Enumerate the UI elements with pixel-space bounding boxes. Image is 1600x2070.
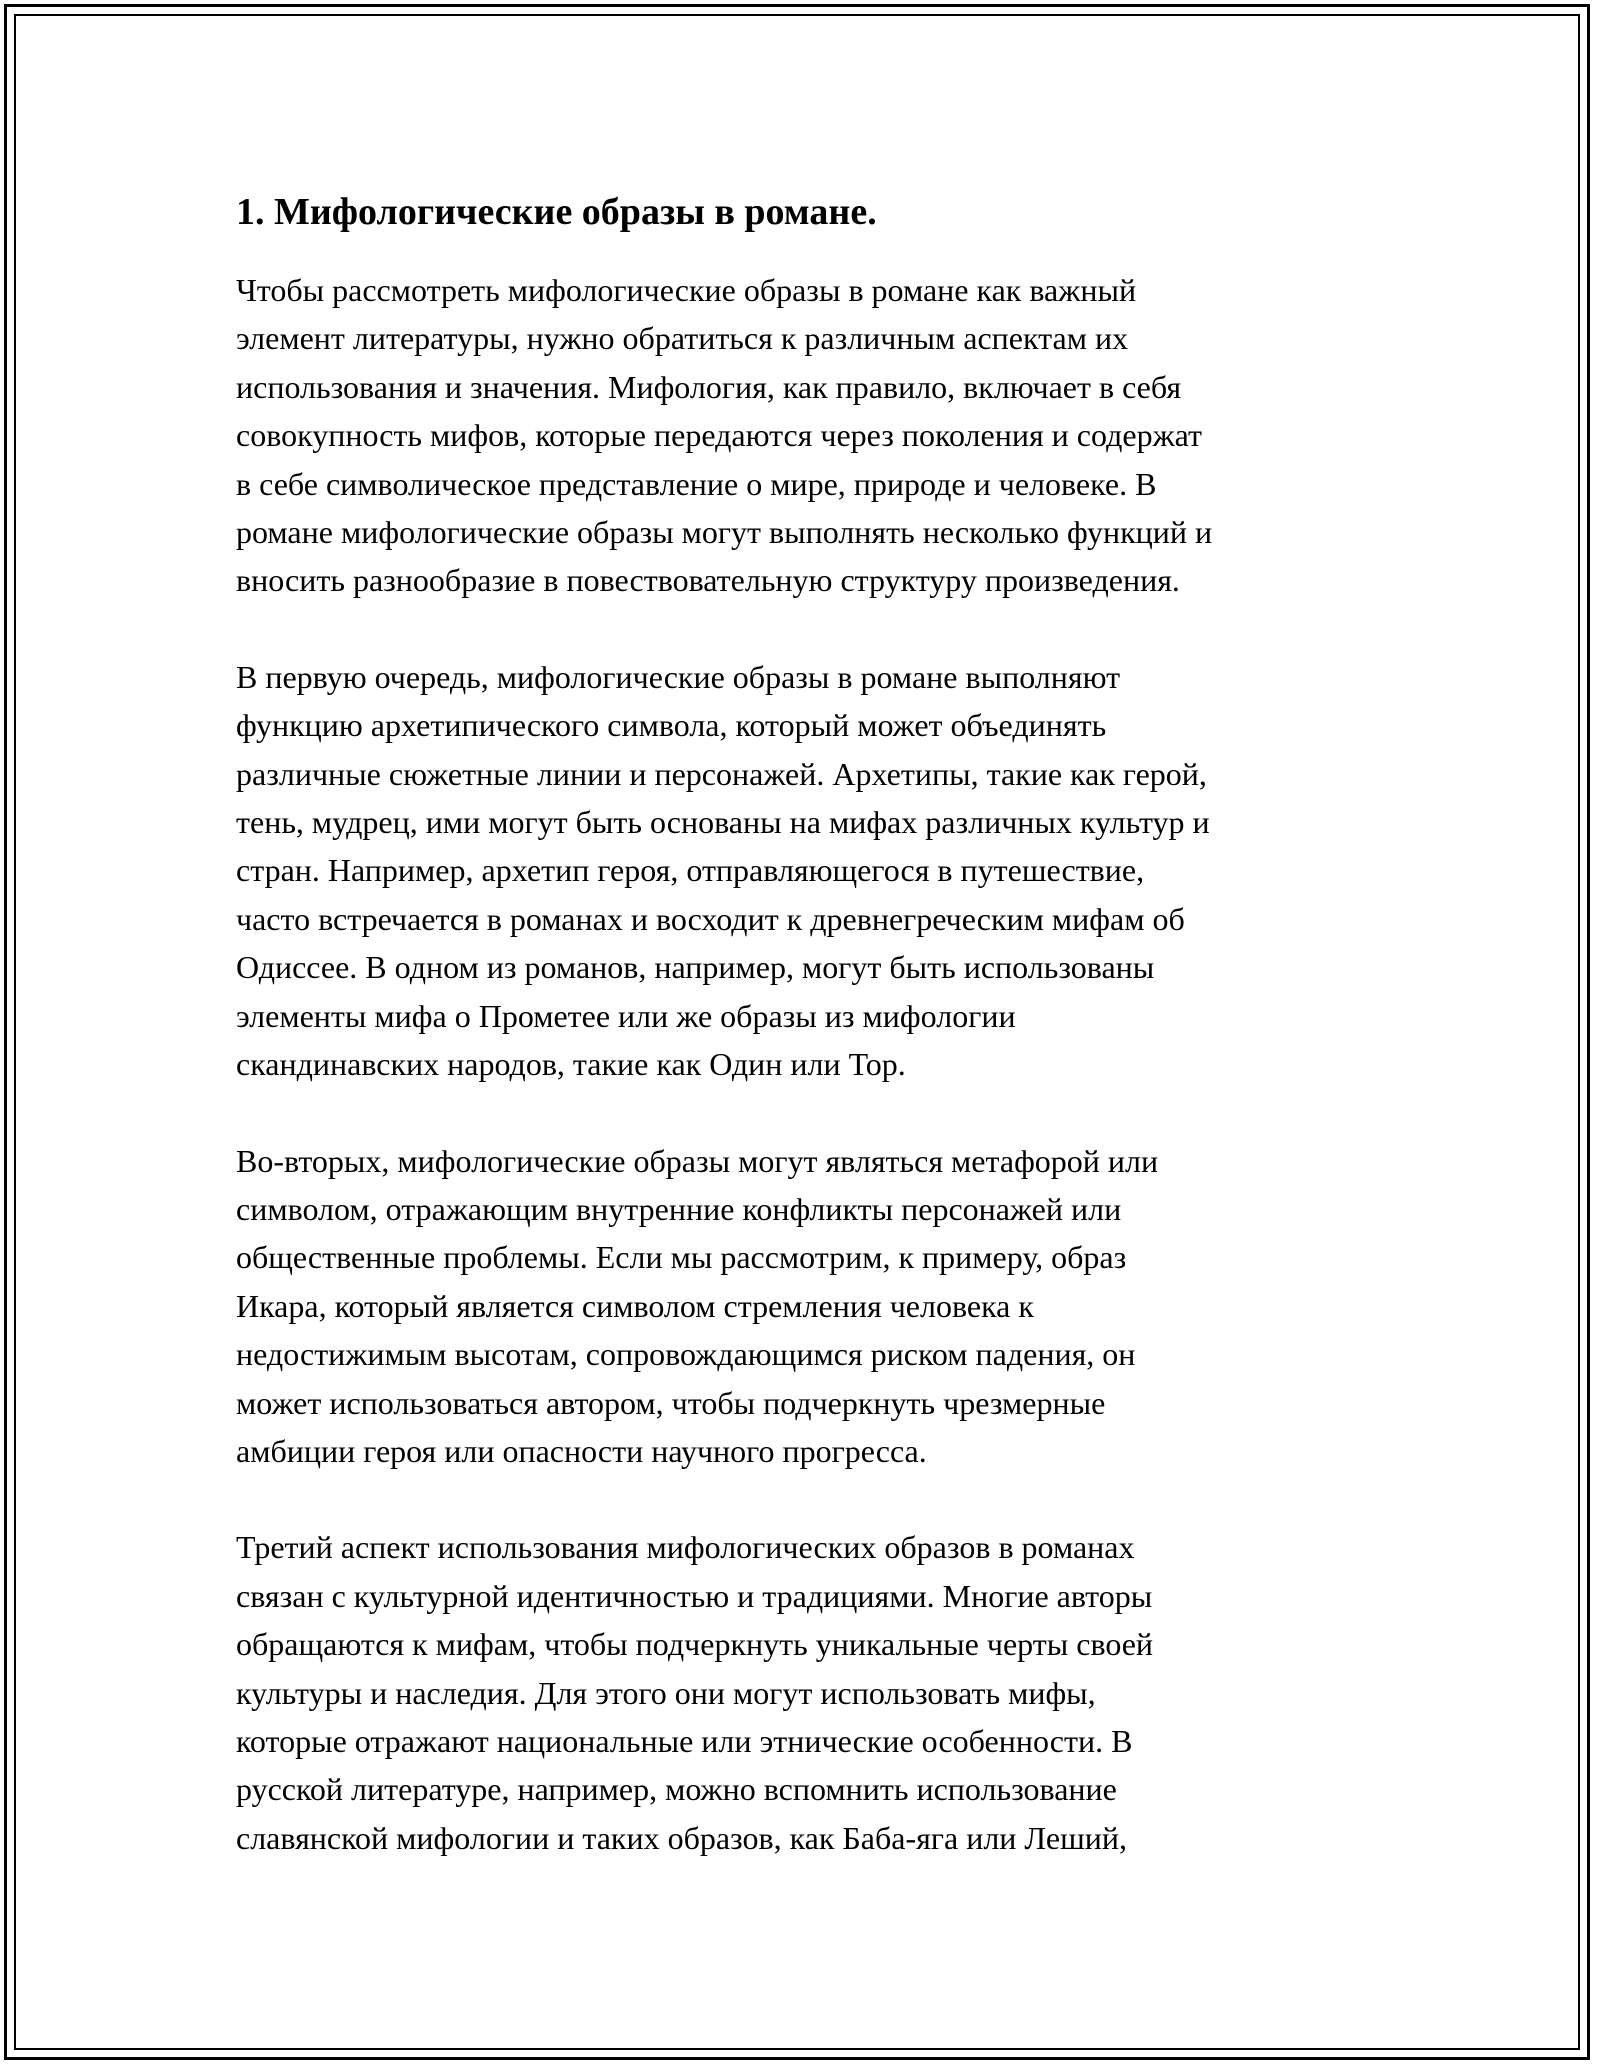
text-line: Одиссее. В одном из романов, например, могут быть использованы (236, 949, 1155, 986)
text-line: славянской мифологии и таких образов, как Баба-яга или Леший, (236, 1819, 1127, 1856)
section-heading: 1. Мифологические образы в романе. (236, 191, 877, 233)
text-line: совокупность мифов, которые передаются через поколения и содержат (236, 417, 1203, 454)
text-line: может использоваться автором, чтобы подчеркнуть чрезмерные (236, 1384, 1106, 1421)
text-line: культуры и наследия. Для этого они могут использовать мифы, (236, 1674, 1096, 1711)
text-line: элемент литературы, нужно обратиться к различным аспектам их (236, 320, 1129, 357)
paragraph-1 (236, 266, 1426, 605)
text-line: Третий аспект использования мифологических образов в романах (236, 1529, 1135, 1566)
text-line: элементы мифа о Прометее или же образы из мифологии (236, 997, 1016, 1034)
text-line: тень, мудрец, ими могут быть основаны на мифах различных культур и (236, 804, 1210, 841)
text-line: романе мифологические образы могут выполнять несколько функций и (236, 514, 1213, 551)
text-line: русской литературе, например, можно вспомнить использование (236, 1771, 1117, 1808)
text-line: Икара, который является символом стремления человека к (236, 1287, 1034, 1324)
text-line: В первую очередь, мифологические образы в романе выполняют (236, 658, 1121, 695)
text-line: скандинавских народов, такие как Один или Тор. (236, 1046, 906, 1083)
text-line: которые отражают национальные или этнические особенности. В (236, 1722, 1133, 1759)
text-line: различные сюжетные линии и персонажей. Архетипы, такие как герой, (236, 755, 1207, 792)
text-line: часто встречается в романах и восходит к древнегреческим мифам об (236, 900, 1185, 937)
text-line: связан с культурной идентичностью и традициями. Многие авторы (236, 1577, 1153, 1614)
text-line: символом, отражающим внутренние конфликты персонажей или (236, 1190, 1122, 1227)
paragraph-3 (236, 1137, 1426, 1476)
text-line: общественные проблемы. Если мы рассмотрим, к примеру, образ (236, 1239, 1127, 1276)
text-line: вносить разнообразие в повествовательную структуру произведения. (236, 562, 1180, 599)
text-line: стран. Например, архетип героя, отправляющегося в путешествие, (236, 852, 1145, 889)
document-body (236, 188, 1426, 1910)
text-line: функцию архетипического символа, который может объединять (236, 707, 1107, 744)
text-line: недостижимым высотам, сопровождающимся риском падения, он (236, 1336, 1136, 1373)
text-line: амбиции героя или опасности научного прогресса. (236, 1432, 927, 1469)
text-line: Чтобы рассмотреть мифологические образы в романе как важный (236, 272, 1137, 308)
text-line: в себе символическое представление о мире, природе и человеке. В (236, 465, 1157, 502)
text-line: использования и значения. Мифология, как правило, включает в себя (236, 368, 1182, 405)
text-line: обращаются к мифам, чтобы подчеркнуть уникальные черты своей (236, 1626, 1154, 1663)
paragraph-2 (236, 653, 1426, 1089)
text-line: Во-вторых, мифологические образы могут являться метафорой или (236, 1142, 1159, 1179)
paragraph-4 (236, 1523, 1426, 1862)
